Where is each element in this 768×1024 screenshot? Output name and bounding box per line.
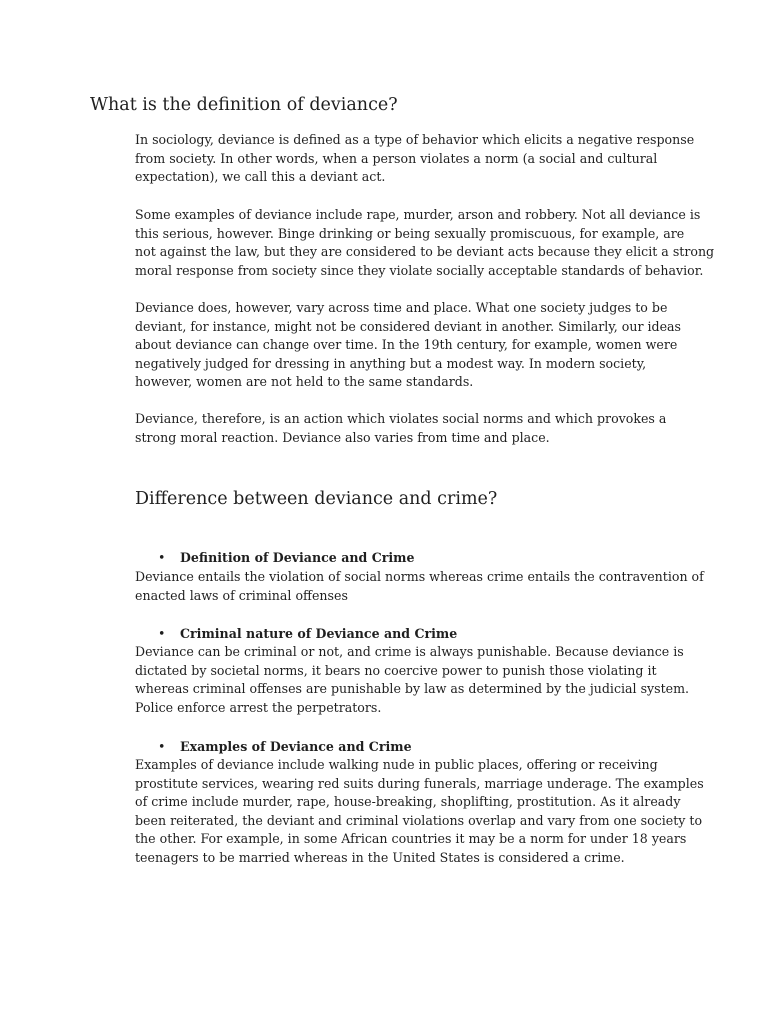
text-line: however, women are not held to the same standards. bbox=[135, 374, 474, 390]
text-line: Deviance, therefore, is an action which violates social norms and which provokes a bbox=[135, 411, 667, 426]
bullet-title: Examples of Deviance and Crime bbox=[180, 739, 412, 754]
text-line: prostitute services, wearing red suits during funerals, marriage underage. The examples bbox=[135, 775, 704, 791]
text-line: enacted laws of criminal offenses bbox=[135, 587, 348, 603]
text-line: teenagers to be married whereas in the United States is considered a crime. bbox=[135, 849, 625, 865]
paragraph-conclusion bbox=[135, 410, 675, 447]
text-line: been reiterated, the deviant and criminal violations overlap and vary from one society to bbox=[135, 812, 703, 828]
text-line: Deviance entails the violation of social norms whereas crime entails the contravention of bbox=[135, 569, 704, 584]
text-line: In sociology, deviance is defined as a type of behavior which elicits a negative response bbox=[135, 132, 695, 147]
bullet-icon: • bbox=[158, 626, 166, 641]
bullet-icon: • bbox=[158, 550, 166, 565]
text-line: dictated by societal norms, it bears no coercive power to punish those violating it bbox=[135, 662, 657, 678]
text-line: the other. For example, in some African countries it may be a norm for under 18 years bbox=[135, 831, 687, 847]
section-heading-definition: What is the definition of deviance? bbox=[90, 95, 398, 115]
bullet-item-criminal-nature bbox=[158, 625, 457, 643]
text-line: Some examples of deviance include rape, murder, arson and robbery. Not all deviance is bbox=[135, 207, 701, 222]
text-line: of crime include murder, rape, house-breaking, shoplifting, prostitution. As it already bbox=[135, 794, 681, 810]
bullet-item-examples bbox=[158, 738, 412, 756]
text-line: Examples of deviance include walking nude in public places, offering or receiving bbox=[135, 757, 658, 772]
paragraph-definition bbox=[135, 131, 695, 187]
text-line: from society. In other words, when a person violates a norm (a social and cultural bbox=[135, 150, 658, 166]
bullet-title: Criminal nature of Deviance and Crime bbox=[180, 626, 458, 641]
paragraph-time-place bbox=[135, 299, 682, 392]
section-heading-difference: Difference between deviance and crime? bbox=[135, 489, 498, 509]
bullet-icon: • bbox=[158, 739, 166, 754]
text-line: Deviance can be criminal or not, and crime is always punishable. Because deviance is bbox=[135, 644, 684, 659]
text-line: deviant, for instance, might not be considered deviant in another. Similarly, our ideas bbox=[135, 318, 682, 334]
paragraph-examples bbox=[135, 206, 715, 280]
text-line: not against the law, but they are considered to be deviant acts because they elicit a strong bbox=[135, 244, 715, 260]
text-line: Deviance does, however, vary across time and place. What one society judges to be bbox=[135, 300, 668, 315]
text-line: this serious, however. Binge drinking or being sexually promiscuous, for example, are bbox=[135, 225, 685, 241]
bullet-body-examples bbox=[135, 756, 704, 868]
text-line: moral response from society since they violate socially acceptable standards of behavior. bbox=[135, 262, 704, 278]
bullet-body-definition bbox=[135, 568, 704, 605]
text-line: whereas criminal offenses are punishable by law as determined by the judicial system. bbox=[135, 681, 690, 697]
bullet-body-criminal-nature bbox=[135, 643, 690, 717]
text-line: about deviance can change over time. In the 19th century, for example, women were bbox=[135, 337, 678, 353]
text-line: expectation), we call this a deviant act. bbox=[135, 169, 386, 185]
text-line: Police enforce arrest the perpetrators. bbox=[135, 699, 382, 715]
text-line: strong moral reaction. Deviance also varies from time and place. bbox=[135, 429, 550, 445]
text-line: negatively judged for dressing in anything but a modest way. In modern society, bbox=[135, 355, 647, 371]
bullet-title: Definition of Deviance and Crime bbox=[180, 550, 415, 565]
bullet-item-definition bbox=[158, 549, 414, 567]
